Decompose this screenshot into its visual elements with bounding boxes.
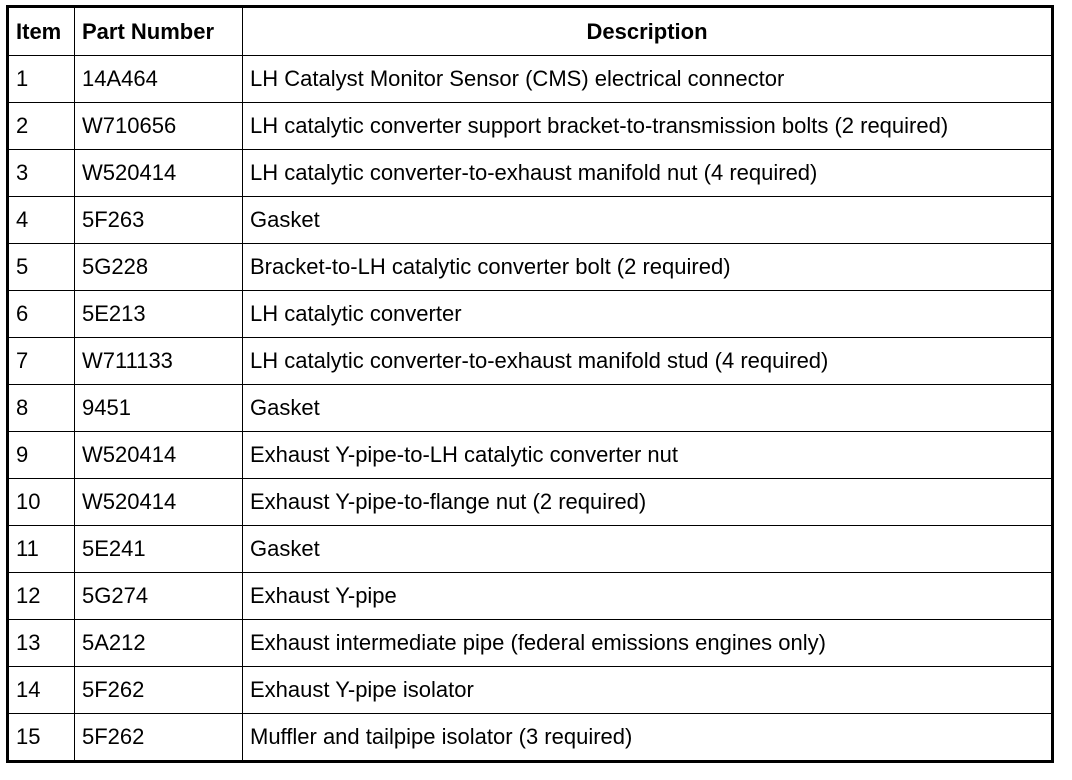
part-number-cell: 5E213	[75, 291, 243, 338]
description-cell: LH catalytic converter support bracket-to-transmission bolts (2 required)	[243, 103, 1053, 150]
item-cell: 12	[8, 573, 75, 620]
item-cell: 11	[8, 526, 75, 573]
table-row	[8, 667, 1053, 714]
item-cell: 8	[8, 385, 75, 432]
part-number-cell: 9451	[75, 385, 243, 432]
description-cell: LH catalytic converter-to-exhaust manifold nut (4 required)	[243, 150, 1053, 197]
item-cell: 4	[8, 197, 75, 244]
header-row	[8, 7, 1053, 56]
table-row	[8, 244, 1053, 291]
table-row	[8, 56, 1053, 103]
part-number-cell: 14A464	[75, 56, 243, 103]
part-number-cell: W520414	[75, 150, 243, 197]
description-cell: Muffler and tailpipe isolator (3 required)	[243, 714, 1053, 762]
header-part-number: Part Number	[75, 7, 243, 56]
header-description: Description	[243, 7, 1053, 56]
table-row	[8, 197, 1053, 244]
part-number-cell: 5F262	[75, 667, 243, 714]
table-row	[8, 150, 1053, 197]
part-number-cell: 5F263	[75, 197, 243, 244]
part-number-cell: 5F262	[75, 714, 243, 762]
item-cell: 7	[8, 338, 75, 385]
item-cell: 9	[8, 432, 75, 479]
description-cell: Gasket	[243, 385, 1053, 432]
item-cell: 6	[8, 291, 75, 338]
parts-table-header	[8, 7, 1053, 56]
item-cell: 14	[8, 667, 75, 714]
description-cell: Exhaust Y-pipe	[243, 573, 1053, 620]
description-cell: LH Catalyst Monitor Sensor (CMS) electrical connector	[243, 56, 1053, 103]
table-row	[8, 620, 1053, 667]
header-item: Item	[8, 7, 75, 56]
table-row	[8, 526, 1053, 573]
table-row	[8, 338, 1053, 385]
part-number-cell: W520414	[75, 479, 243, 526]
item-cell: 2	[8, 103, 75, 150]
part-number-cell: 5G274	[75, 573, 243, 620]
parts-table-body	[8, 56, 1053, 762]
part-number-cell: 5A212	[75, 620, 243, 667]
description-cell: LH catalytic converter	[243, 291, 1053, 338]
item-cell: 10	[8, 479, 75, 526]
item-cell: 3	[8, 150, 75, 197]
description-cell: Exhaust Y-pipe isolator	[243, 667, 1053, 714]
part-number-cell: W711133	[75, 338, 243, 385]
table-row	[8, 714, 1053, 762]
item-cell: 5	[8, 244, 75, 291]
table-row	[8, 479, 1053, 526]
item-cell: 15	[8, 714, 75, 762]
description-cell: Bracket-to-LH catalytic converter bolt (2 required)	[243, 244, 1053, 291]
description-cell: Exhaust Y-pipe-to-LH catalytic converter nut	[243, 432, 1053, 479]
table-row	[8, 432, 1053, 479]
item-cell: 1	[8, 56, 75, 103]
description-cell: Gasket	[243, 526, 1053, 573]
part-number-cell: 5G228	[75, 244, 243, 291]
parts-table	[6, 5, 1054, 763]
description-cell: Gasket	[243, 197, 1053, 244]
item-cell: 13	[8, 620, 75, 667]
table-row	[8, 291, 1053, 338]
part-number-cell: 5E241	[75, 526, 243, 573]
part-number-cell: W710656	[75, 103, 243, 150]
table-row	[8, 385, 1053, 432]
description-cell: Exhaust Y-pipe-to-flange nut (2 required)	[243, 479, 1053, 526]
description-cell: Exhaust intermediate pipe (federal emissions engines only)	[243, 620, 1053, 667]
description-cell: LH catalytic converter-to-exhaust manifold stud (4 required)	[243, 338, 1053, 385]
table-row	[8, 103, 1053, 150]
table-row	[8, 573, 1053, 620]
part-number-cell: W520414	[75, 432, 243, 479]
